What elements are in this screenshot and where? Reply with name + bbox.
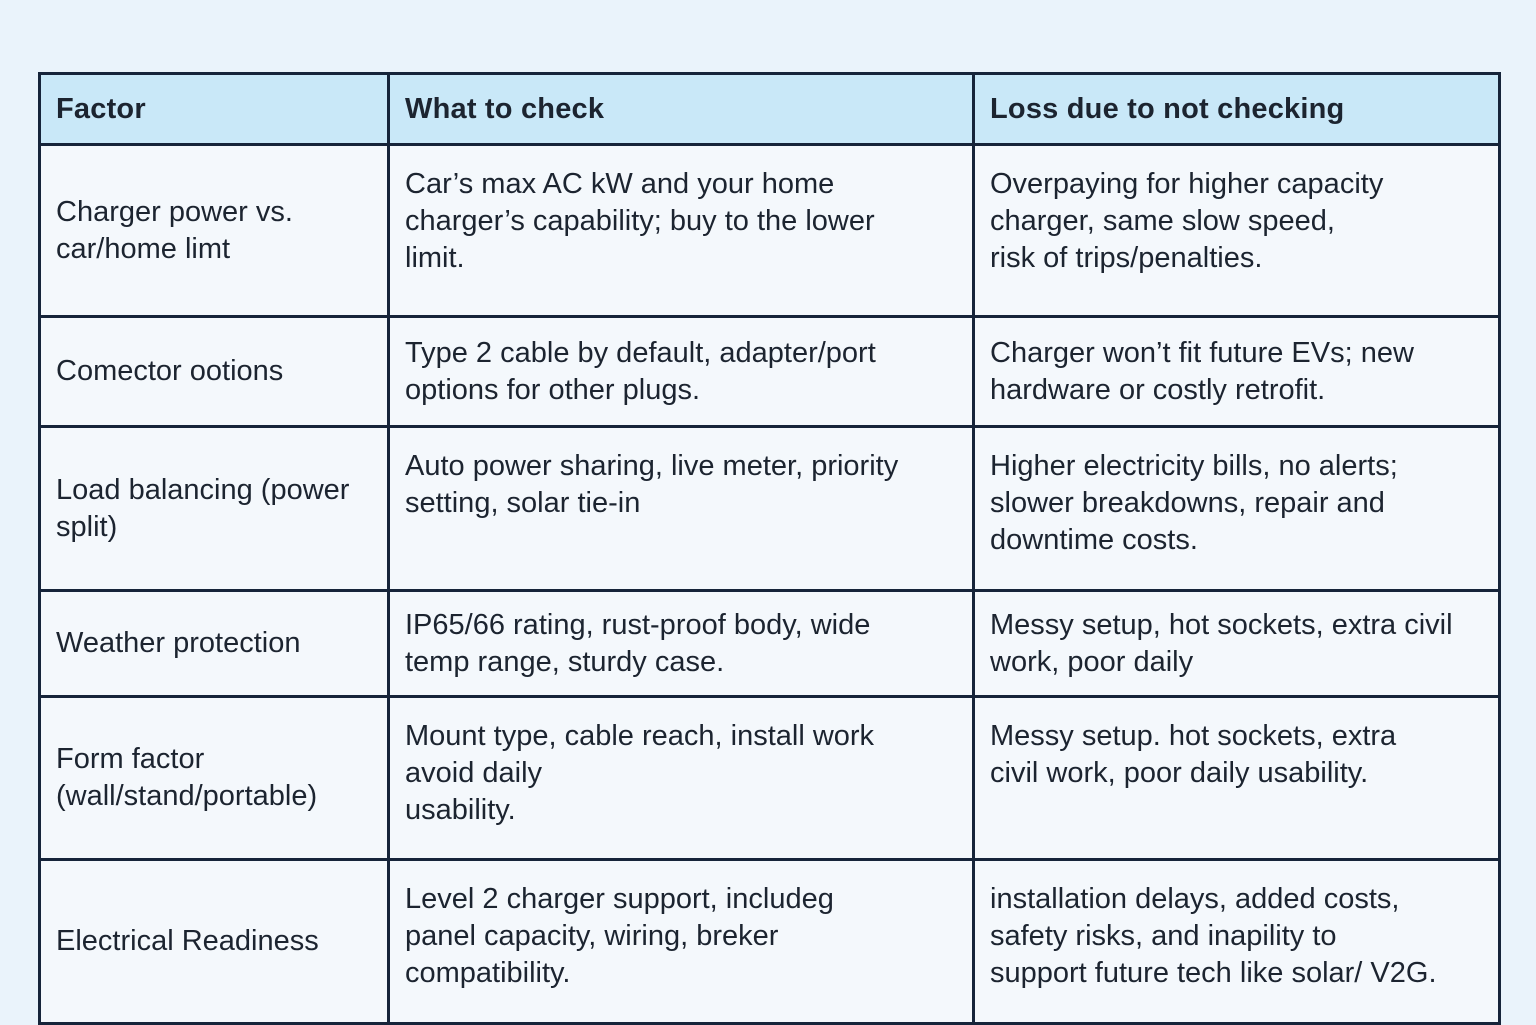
loss-cell: installation delays, added costs, safety risks, and inapility to support future tech like solar/ V2G.	[974, 860, 1500, 1024]
factor-cell: Weather protection	[40, 591, 389, 697]
check-cell: IP65/66 rating, rust-proof body, wide temp range, sturdy case.	[389, 591, 974, 697]
factor-cell: Comector ootions	[40, 317, 389, 427]
column-header-what-to-check: What to check	[389, 74, 974, 145]
table-row	[40, 145, 1500, 317]
loss-cell: Charger won’t fit future EVs; new hardware or costly retrofit.	[974, 317, 1500, 427]
table-row	[40, 591, 1500, 697]
loss-cell: Messy setup, hot sockets, extra civil work, poor daily	[974, 591, 1500, 697]
table-header-row	[40, 74, 1500, 145]
table-row	[40, 427, 1500, 591]
factor-cell: Load balancing (power split)	[40, 427, 389, 591]
column-header-factor: Factor	[40, 74, 389, 145]
ev-charger-checklist-table	[38, 72, 1501, 1025]
factor-cell: Charger power vs. car/home limt	[40, 145, 389, 317]
check-cell: Auto power sharing, live meter, priority setting, solar tie-in	[389, 427, 974, 591]
factor-cell: Electrical Readiness	[40, 860, 389, 1024]
table-row	[40, 697, 1500, 860]
table-row	[40, 860, 1500, 1024]
factor-cell: Form factor (wall/stand/portable)	[40, 697, 389, 860]
loss-cell: Higher electricity bills, no alerts; slower breakdowns, repair and downtime costs.	[974, 427, 1500, 591]
table-row	[40, 317, 1500, 427]
check-cell: Level 2 charger support, includeg panel capacity, wiring, breker compatibility.	[389, 860, 974, 1024]
check-cell: Mount type, cable reach, install work avoid daily usability.	[389, 697, 974, 860]
loss-cell: Messy setup. hot sockets, extra civil work, poor daily usability.	[974, 697, 1500, 860]
loss-cell: Overpaying for higher capacity charger, same slow speed, risk of trips/penalties.	[974, 145, 1500, 317]
check-cell: Car’s max AC kW and your home charger’s capability; buy to the lower limit.	[389, 145, 974, 317]
column-header-loss: Loss due to not checking	[974, 74, 1500, 145]
comparison-table-container	[38, 72, 1498, 1025]
check-cell: Type 2 cable by default, adapter/port options for other plugs.	[389, 317, 974, 427]
